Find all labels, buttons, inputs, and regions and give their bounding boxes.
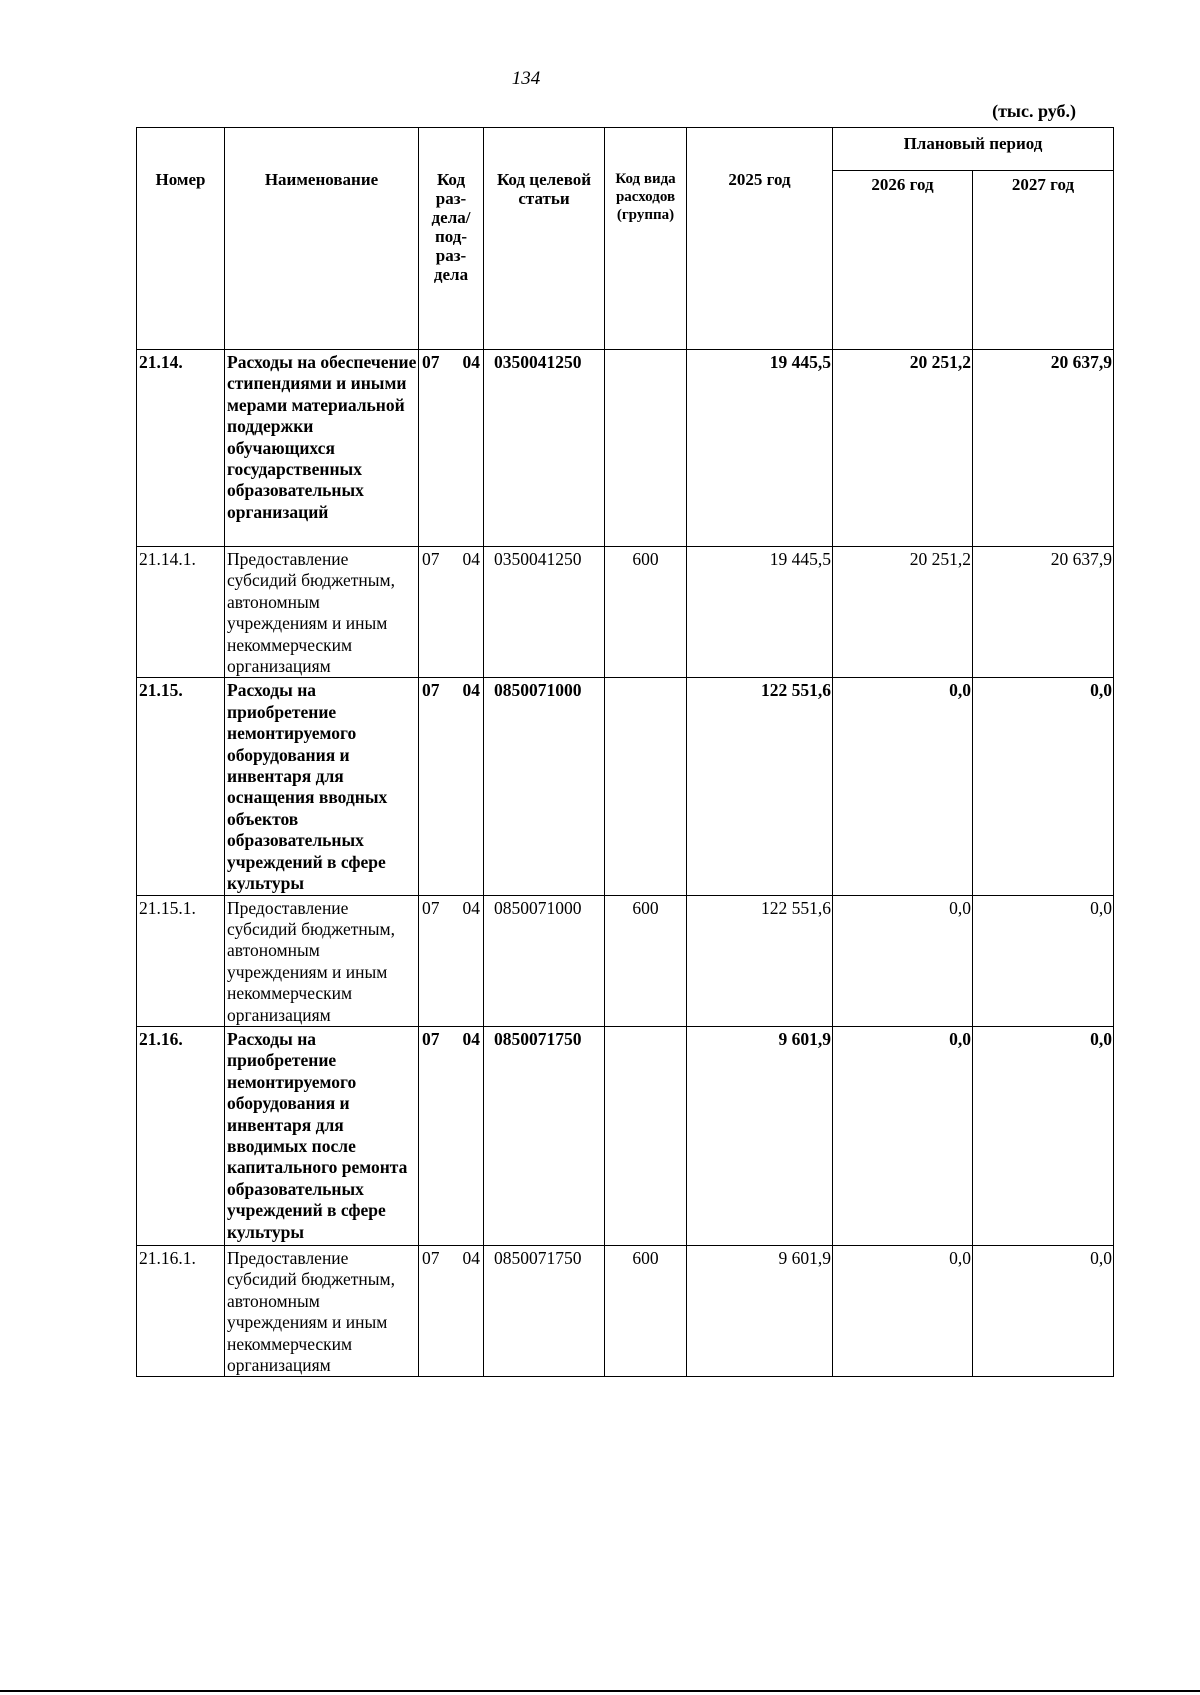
row-2025: 122 551,6	[687, 895, 833, 1026]
row-num: 21.15.1.	[137, 895, 225, 1026]
row-2027: 0,0	[973, 1026, 1114, 1245]
row-csr: 0350041250	[484, 547, 605, 678]
row-rzpr	[419, 1026, 484, 1245]
header-num: Номер	[137, 128, 225, 350]
row-name: Расходы на приобретение немонтируемого оборудования и инвентаря для оснащения вводных объектов образовательных учреждений в сфере культуры	[225, 678, 419, 895]
row-2025: 122 551,6	[687, 678, 833, 895]
table-row	[137, 547, 1114, 678]
page-number: 134	[511, 68, 541, 89]
row-name: Предоставление субсидий бюджетным, автономным учреждениям и иным некоммерческим организациям	[225, 547, 419, 678]
units-label: (тыс. руб.)	[992, 101, 1076, 121]
budget-table	[136, 127, 1114, 1377]
row-rz: 07	[422, 352, 440, 372]
table-row	[137, 350, 1114, 547]
row-pr: 04	[462, 352, 480, 372]
row-name: Расходы на обеспечение стипендиями и иными мерами материальной поддержки обучающихся государственных образовательных организаций	[225, 350, 419, 547]
row-csr: 0350041250	[484, 350, 605, 547]
table-row	[137, 895, 1114, 1026]
row-pr: 04	[462, 1247, 480, 1268]
row-2025: 19 445,5	[687, 547, 833, 678]
row-kvr	[605, 1026, 687, 1245]
row-num: 21.14.1.	[137, 547, 225, 678]
row-2026: 20 251,2	[833, 350, 973, 547]
table-row	[137, 678, 1114, 895]
row-kvr: 600	[605, 895, 687, 1026]
row-num: 21.16.	[137, 1026, 225, 1245]
header-name: Наименование	[225, 128, 419, 350]
row-rz: 07	[422, 897, 440, 918]
row-2027: 0,0	[973, 1245, 1114, 1376]
row-csr: 0850071000	[484, 678, 605, 895]
header-2026: 2026 год	[833, 171, 973, 350]
row-rzpr	[419, 547, 484, 678]
header-plan-period: Плановый период	[833, 128, 1114, 171]
header-2027: 2027 год	[973, 171, 1114, 350]
row-2026: 0,0	[833, 895, 973, 1026]
row-2026: 0,0	[833, 1245, 973, 1376]
scan-edge-line	[0, 1690, 1200, 1692]
header-kvr: Код вида расходов (группа)	[605, 128, 687, 350]
row-kvr: 600	[605, 547, 687, 678]
row-2027: 0,0	[973, 678, 1114, 895]
row-rzpr	[419, 350, 484, 547]
row-kvr: 600	[605, 1245, 687, 1376]
row-pr: 04	[462, 1028, 480, 1049]
row-2027: 20 637,9	[973, 547, 1114, 678]
row-rz: 07	[422, 549, 440, 569]
row-name: Предоставление субсидий бюджетным, автономным учреждениям и иным некоммерческим организациям	[225, 895, 419, 1026]
row-2026: 20 251,2	[833, 547, 973, 678]
row-2027: 0,0	[973, 895, 1114, 1026]
header-row	[137, 128, 1114, 171]
row-csr: 0850071750	[484, 1245, 605, 1376]
row-kvr	[605, 350, 687, 547]
table-row	[137, 1026, 1114, 1245]
header-rzpr: Код раз- дела/ под- раз- дела	[419, 128, 484, 350]
row-rzpr	[419, 678, 484, 895]
row-rzpr	[419, 895, 484, 1026]
header-csr: Код целевой статьи	[484, 128, 605, 350]
row-2026: 0,0	[833, 678, 973, 895]
row-rz: 07	[422, 1028, 440, 1049]
row-2025: 19 445,5	[687, 350, 833, 547]
row-name: Расходы на приобретение немонтируемого оборудования и инвентаря для вводимых после капитального ремонта образовательных учреждений в сфере культуры	[225, 1026, 419, 1245]
row-num: 21.15.	[137, 678, 225, 895]
row-2025: 9 601,9	[687, 1026, 833, 1245]
row-num: 21.16.1.	[137, 1245, 225, 1376]
row-pr: 04	[462, 549, 480, 569]
row-csr: 0850071000	[484, 895, 605, 1026]
row-2027: 20 637,9	[973, 350, 1114, 547]
row-name: Предоставление субсидий бюджетным, автономным учреждениям и иным некоммерческим организациям	[225, 1245, 419, 1376]
table-row	[137, 1245, 1114, 1376]
row-kvr	[605, 678, 687, 895]
row-pr: 04	[462, 897, 480, 918]
row-2025: 9 601,9	[687, 1245, 833, 1376]
row-pr: 04	[462, 680, 480, 701]
row-2026: 0,0	[833, 1026, 973, 1245]
row-rzpr	[419, 1245, 484, 1376]
row-rz: 07	[422, 1247, 440, 1268]
row-csr: 0850071750	[484, 1026, 605, 1245]
row-num: 21.14.	[137, 350, 225, 547]
row-rz: 07	[422, 680, 440, 701]
header-2025: 2025 год	[687, 128, 833, 350]
